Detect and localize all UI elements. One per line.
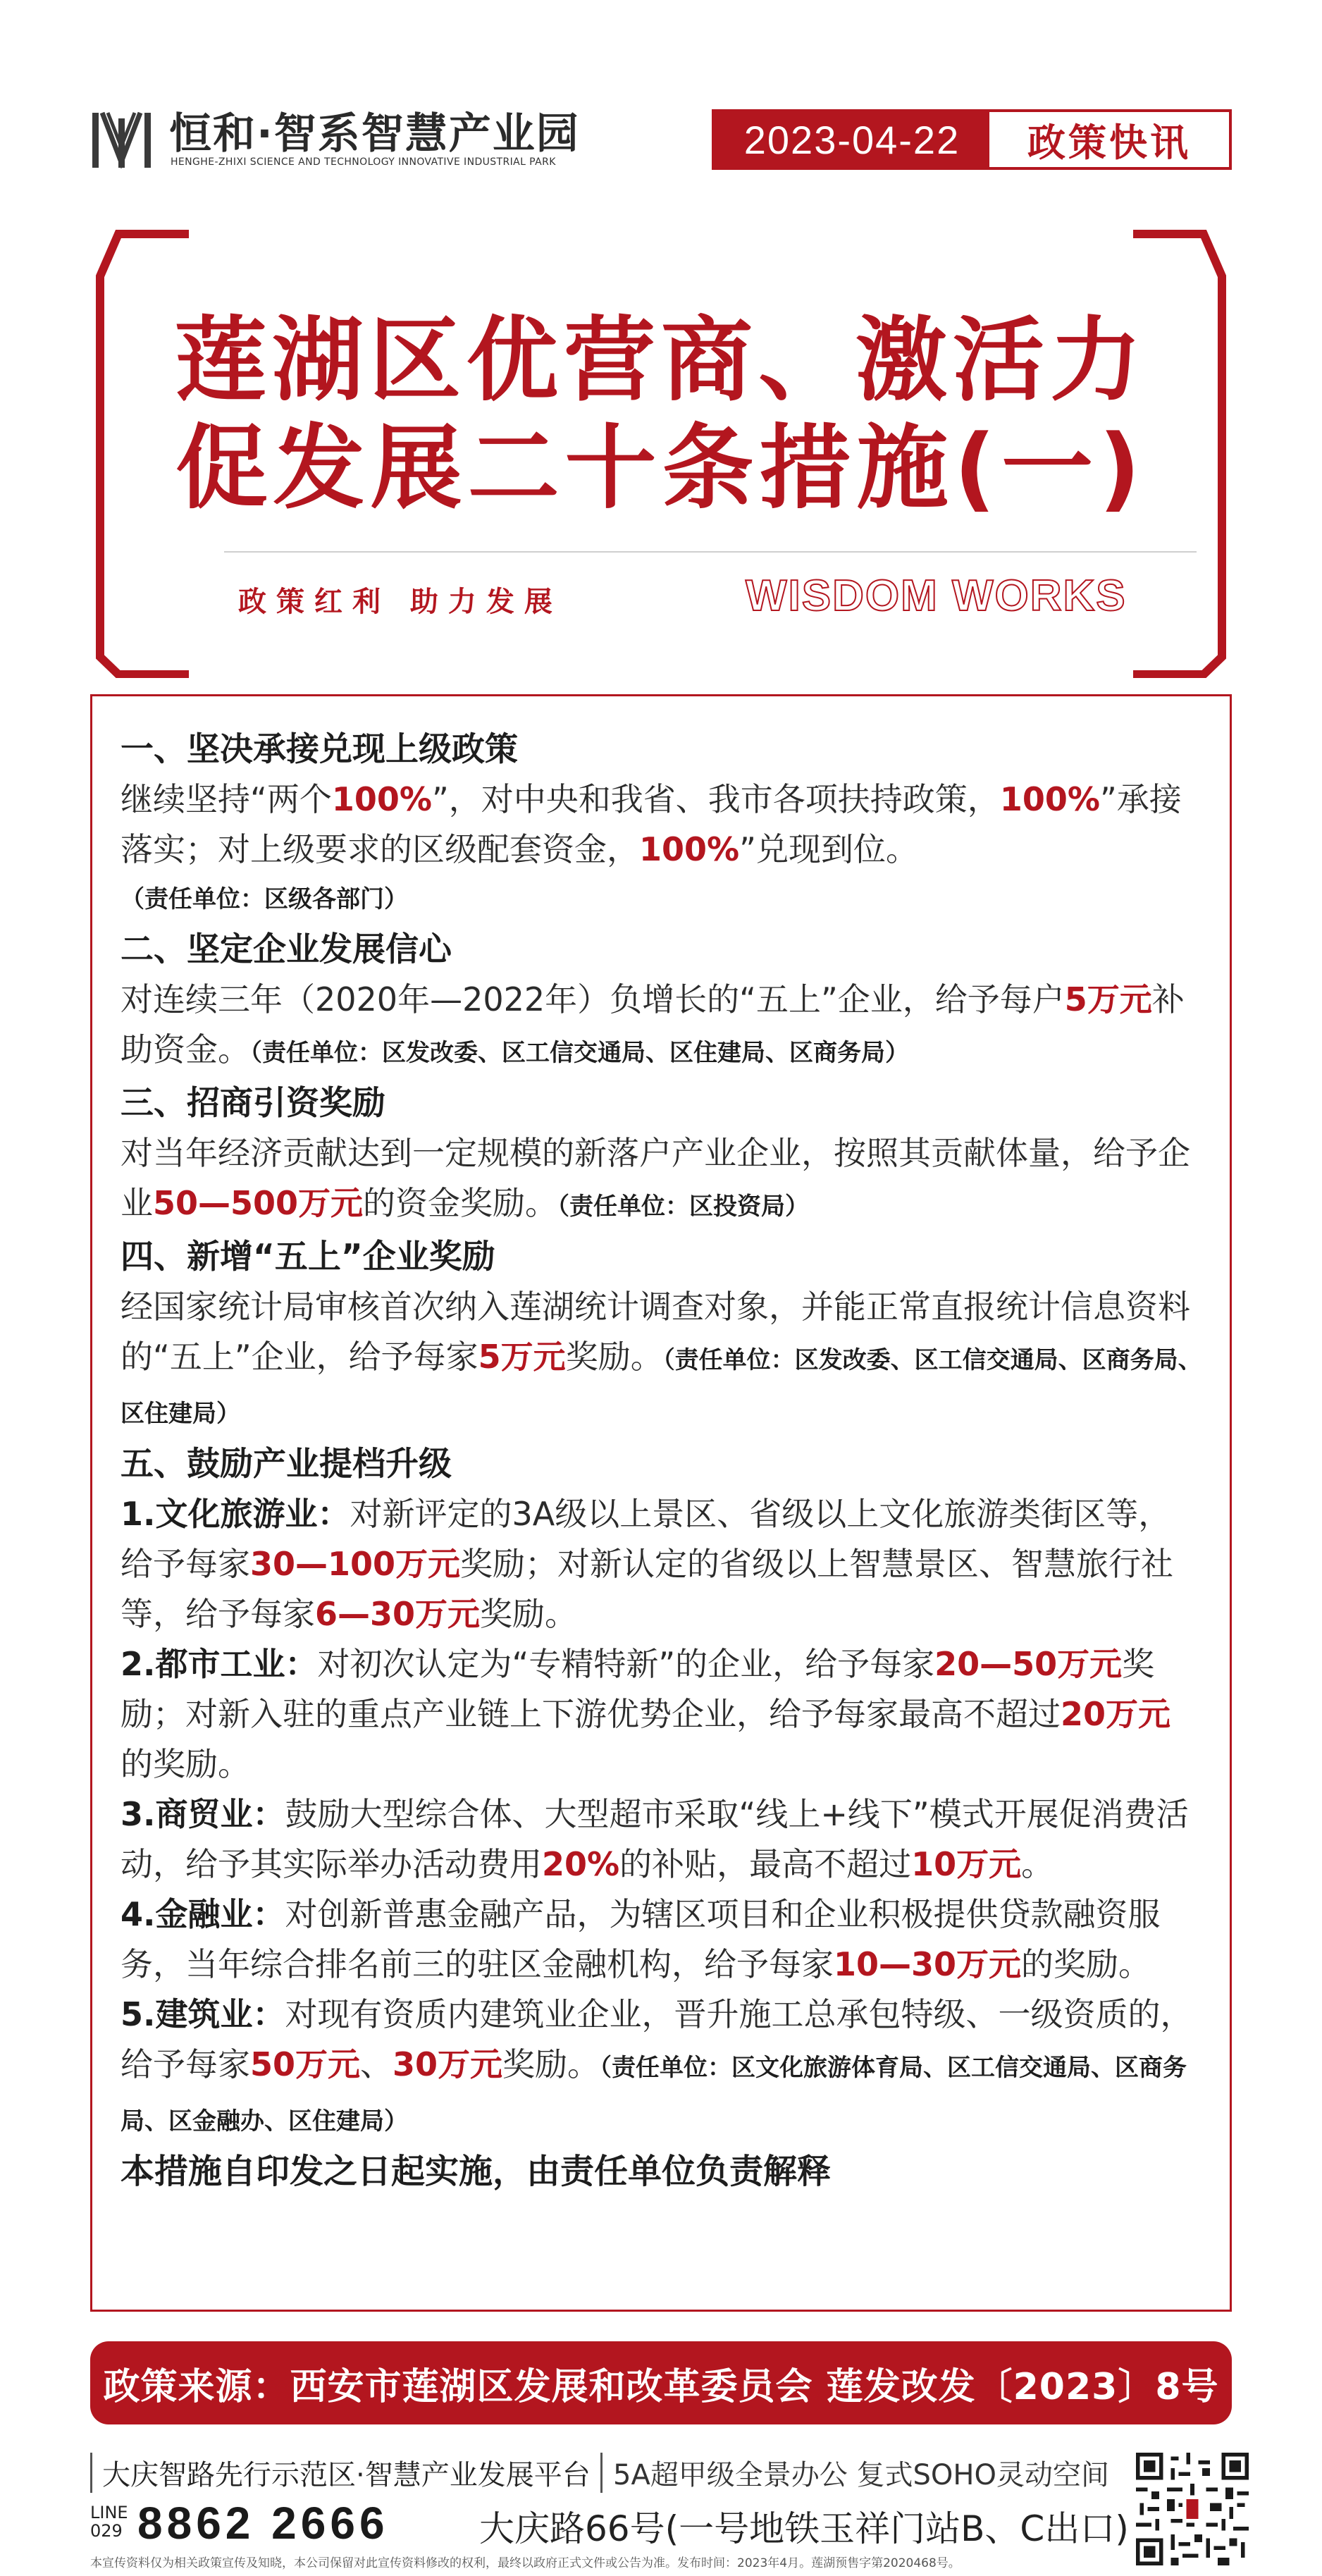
section-1-text: 继续坚持“两个100%”，对中央和我省、我市各项扶持政策，100%”承接落实；对上级要求的区级配套资金，100%”兑现到位。 <box>121 780 1182 868</box>
platform-label: 大庆智路先行示范区·智慧产业发展平台 <box>90 2453 603 2493</box>
section-2-responsible: （责任单位：区发改委、区工信交通局、区住建局、区商务局） <box>250 1039 909 1067</box>
section-4-heading: 四、新增“五上”企业奖励 <box>121 1238 495 1276</box>
office-tagline: 5A超甲级全景办公 复式SOHO灵动空间 <box>613 2459 1109 2491</box>
section-3-heading: 三、招商引资奖励 <box>121 1084 385 1123</box>
news-label: 政策快讯 <box>1027 120 1191 165</box>
date-badge <box>712 109 1232 170</box>
page-title-line-2: 促发展二十条措施(一) <box>175 414 1147 522</box>
section-3-text: 对当年经济贡献达到一定规模的新落户产业企业，按照其贡献体量，给予企业50—500万元的资金奖励。（责任单位：区投资局） <box>121 1134 1190 1222</box>
section-5-heading: 五、鼓励产业提档升级 <box>121 1445 452 1484</box>
phone-line-label: LINE 029 <box>90 2503 128 2541</box>
item-culture-tourism: 1.文化旅游业：对新评定的3A级以上景区、省级以上文化旅游类街区等，给予每家30—100万元奖励；对新认定的省级以上智慧景区、智慧旅行社等，给予每家6—30万元奖励。 <box>121 1495 1174 1633</box>
policy-source-banner: 政策来源：西安市莲湖区发展和改革委员会 莲发改发〔2023〕8号 <box>90 2341 1232 2424</box>
qr-code-icon[interactable] <box>1136 2453 1249 2565</box>
disclaimer: 本宣传资料仅为相关政策宣传及知晓，本公司保留对此宣传资料修改的权利，最终以政府正式文件或公告为准。发布时间：2023年4月。莲湖预售字第2020468号。 <box>90 2556 960 2570</box>
policy-content <box>121 725 1202 2197</box>
item-commerce: 3.商贸业：鼓励大型综合体、大型超市采取“线上+线下”模式开展促消费活动，给予其实际举办活动费用20%的补贴，最高不超过10万元。 <box>121 1795 1189 1883</box>
policy-content-box <box>90 694 1232 2312</box>
publish-date: 2023-04-22 <box>715 112 989 167</box>
park-name: 恒和·智系智慧产业园 <box>169 109 580 159</box>
final-note: 本措施自印发之日起实施，由责任单位负责解释 <box>121 2152 832 2191</box>
title-divider <box>224 551 1197 553</box>
section-2-text: 对连续三年（2020年—2022年）负增长的“五上”企业，给予每户5万元补助资金。（责任单位：区发改委、区工信交通局、区住建局、区商务局） <box>121 980 1185 1068</box>
section-3-responsible: （责任单位：区投资局） <box>557 1193 810 1221</box>
section-1-heading: 一、坚决承接兑现上级政策 <box>121 730 518 769</box>
section-4-text: 经国家统计局审核首次纳入莲湖统计调查对象，并能正常直报统计信息资料的“五上”企业，给予每家5万元奖励。（责任单位：区发改委、区工信交通局、区商务局、区住建局） <box>121 1288 1202 1428</box>
phone-number[interactable]: 8862 2666 <box>137 2498 389 2549</box>
section-2-heading: 二、坚定企业发展信心 <box>121 930 452 969</box>
park-name-en: HENGHE-ZHIXI SCIENCE AND TECHNOLOGY INNOVATIVE INDUSTRIAL PARK <box>171 156 556 168</box>
address: 大庆路66号(一号地铁玉祥门站B、C出口) <box>479 2508 1129 2549</box>
slogan: 政策红利 助力发展 <box>238 586 562 618</box>
item-urban-industry: 2.都市工业：对初次认定为“专精特新”的企业，给予每家20—50万元奖励；对新入驻的重点产业链上下游优势企业，给予每家最高不超过20万元的奖励。 <box>121 1645 1171 1783</box>
page-title-line-1: 莲湖区优营商、激活力 <box>174 307 1147 414</box>
item-finance: 4.金融业：对创新普惠金融产品，为辖区项目和企业积极提供贷款融资服务，当年综合排名前三的驻区金融机构，给予每家10—30万元的奖励。 <box>121 1895 1161 1983</box>
park-logo-icon <box>88 106 155 173</box>
section-5-responsible: （责任单位：区文化旅游体育局、区工信交通局、区商务局、区金融办、区住建局） <box>121 2054 1187 2136</box>
section-4-responsible: （责任单位：区发改委、区工信交通局、区商务局、区住建局） <box>121 1346 1202 1428</box>
title-frame <box>90 213 1232 678</box>
header <box>0 0 1322 211</box>
item-construction: 5.建筑业：对现有资质内建筑业企业，晋升施工总承包特级、一级资质的，给予每家50万元、30万元奖励。（责任单位：区文化旅游体育局、区工信交通局、区商务局、区金融办、区住建局） <box>121 1995 1193 2136</box>
section-1-responsible: （责任单位：区级各部门） <box>121 885 408 913</box>
wisdom-works-watermark: WISDOM WORKS <box>746 572 1127 620</box>
